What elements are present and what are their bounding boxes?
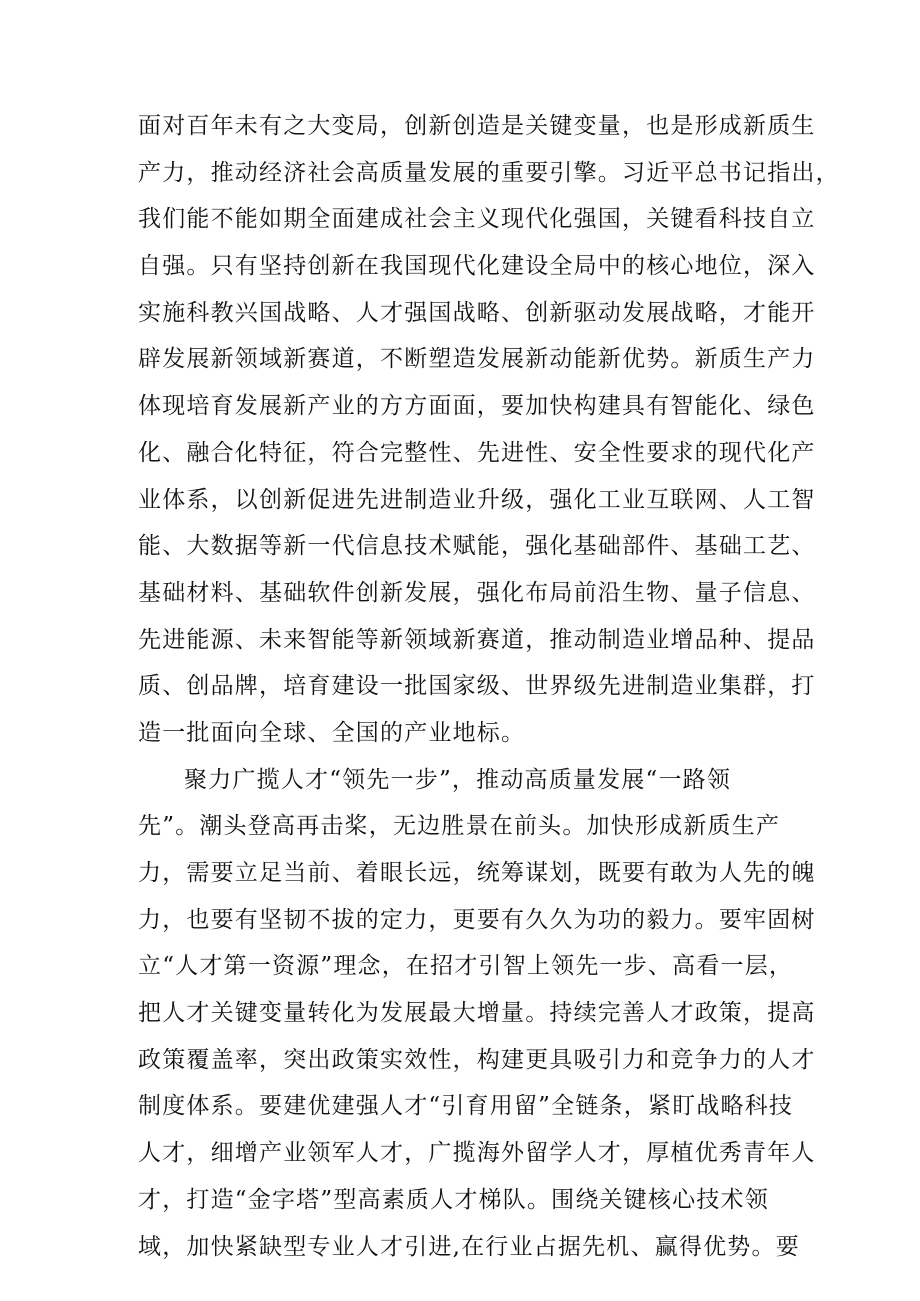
paragraph-line: 力，需要立足当前、着眼长远，统筹谋划，既要有敢为人先的魄 (138, 860, 816, 886)
paragraph-line: 政策覆盖率，突出政策实效性，构建更具吸引力和竞争力的人才 (138, 1046, 816, 1073)
paragraph-line: 才，打造“金字塔”型高素质人才梯队。围绕关键核心技术领 (138, 1186, 769, 1213)
paragraph-line: 立“人才第一资源”理念，在招才引智上领先一步、高看一层， (138, 953, 794, 980)
paragraph-2 (138, 757, 858, 1271)
document-body (138, 103, 858, 1270)
paragraph-line: 体现培育发展新产业的方方面面，要加快构建具有智能化、绿色 (138, 393, 816, 420)
paragraph-line: 化、融合化特征，符合完整性、先进性、安全性要求的现代化产 (138, 439, 816, 466)
paragraph-line: 能、大数据等新一代信息技术赋能，强化基础部件、基础工艺、 (138, 533, 816, 560)
paragraph-line: 业体系，以创新促进先进制造业升级，强化工业互联网、人工智 (138, 486, 816, 513)
paragraph-line: 实施科教兴国战略、人才强国战略、创新驱动发展战略，才能开 (138, 299, 816, 326)
paragraph-line: 先”。潮头登高再击桨，无边胜景在前头。加快形成新质生产 (138, 813, 781, 840)
paragraph-line: 辟发展新领域新赛道，不断塑造发展新动能新优势。新质生产力 (138, 346, 816, 373)
paragraph-line: 造一批面向全球、全国的产业地标。 (138, 719, 526, 746)
paragraph-line: 自强。只有坚持创新在我国现代化建设全局中的核心地位，深入 (138, 253, 816, 280)
paragraph-line: 制度体系。要建优建强人才“引育用留”全链条，紧盯战略科技 (138, 1093, 794, 1120)
paragraph-line: 质、创品牌，培育建设一批国家级、世界级先进制造业集群，打 (138, 673, 816, 700)
paragraph-first-line: 聚力广揽人才“领先一步”，推动高质量发展“一路领 (184, 766, 732, 793)
paragraph-line: 域，加快紧缺型专业人才引进,在行业占据先机、赢得优势。要 (138, 1233, 800, 1260)
paragraph-line: 力，也要有坚韧不拔的定力，更要有久久为功的毅力。要牢固树 (138, 906, 816, 933)
paragraph-line: 产力，推动经济社会高质量发展的重要引擎。习近平总书记指出， (138, 159, 840, 186)
paragraph-line: 把人才关键变量转化为发展最大增量。持续完善人才政策，提高 (138, 1000, 816, 1027)
paragraph-line: 先进能源、未来智能等新领域新赛道，推动制造业增品种、提品 (138, 626, 816, 653)
paragraph-line: 面对百年未有之大变局，创新创造是关键变量，也是形成新质生 (138, 113, 816, 139)
paragraph-1 (138, 103, 858, 757)
paragraph-line: 基础材料、基础软件创新发展，强化布局前沿生物、量子信息、 (138, 579, 816, 606)
paragraph-line: 人才，细增产业领军人才，广揽海外留学人才，厚植优秀青年人 (138, 1140, 816, 1167)
paragraph-line: 我们能不能如期全面建成社会主义现代化强国，关键看科技自立 (138, 206, 816, 233)
